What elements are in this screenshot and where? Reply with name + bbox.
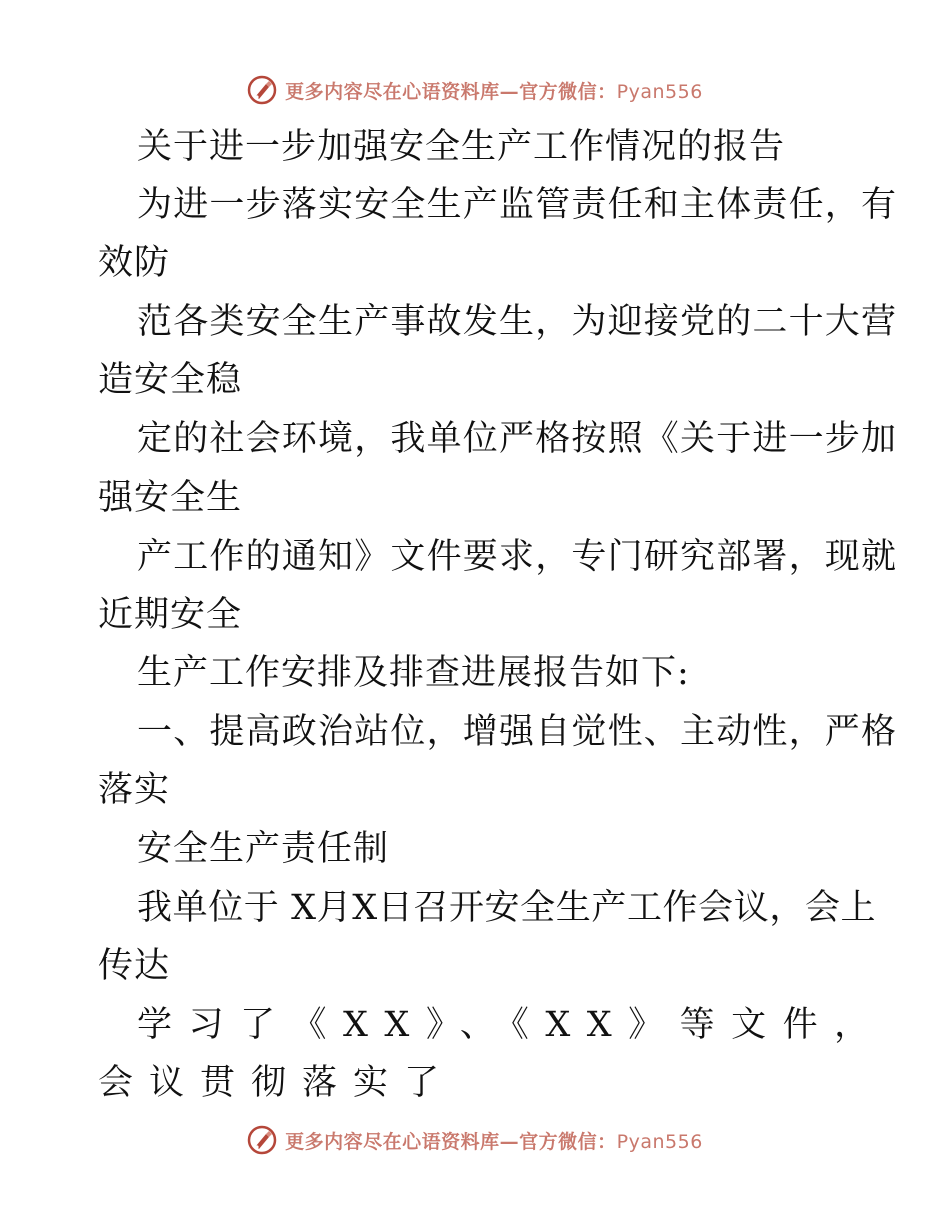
watermark-text: 更多内容尽在心语资料库—官方微信：Pyan556: [285, 80, 703, 103]
watermark-text: 更多内容尽在心语资料库—官方微信：Pyan556: [285, 1130, 703, 1153]
paragraph-line: 产工作的通知》文件要求，专门研究部署，现就: [137, 537, 898, 577]
paragraph-line: 我单位于 X月X日召开安全生产工作会议，会上: [137, 888, 877, 928]
watermark-id: Pyan556: [616, 1130, 703, 1153]
paragraph-line: 范各类安全生产事故发生，为迎接党的二十大营: [137, 302, 898, 342]
paragraph-line: 效防: [98, 243, 171, 283]
document-title: 关于进一步加强安全生产工作情况的报告: [137, 127, 786, 167]
pen-logo-icon: [247, 75, 277, 105]
header-watermark: [0, 70, 950, 110]
watermark-id: Pyan556: [616, 80, 703, 103]
footer-watermark: [0, 1120, 950, 1160]
paragraph-line: 生产工作安排及排查进展报告如下:: [137, 653, 690, 693]
paragraph-line: 为进一步落实安全生产监管责任和主体责任，有: [137, 185, 898, 225]
paragraph-line: 定的社会环境，我单位严格按照《关于进一步加: [137, 419, 898, 459]
paragraph-line: 学习了《XX》、《XX》等文件，: [137, 1005, 886, 1045]
paragraph-line: 造安全稳: [98, 360, 243, 400]
paragraph-line: 传达: [98, 946, 171, 986]
section-heading-line: 一、提高政治站位，增强自觉性、主动性，严格: [137, 712, 898, 752]
paragraph-line: 会议贯彻落实了: [98, 1063, 456, 1103]
pen-logo-icon: [247, 1125, 277, 1155]
section-heading-line: 落实: [98, 770, 171, 810]
section-heading-line: 安全生产责任制: [137, 829, 390, 869]
paragraph-line: 强安全生: [98, 478, 243, 518]
paragraph-line: 近期安全: [98, 595, 243, 635]
